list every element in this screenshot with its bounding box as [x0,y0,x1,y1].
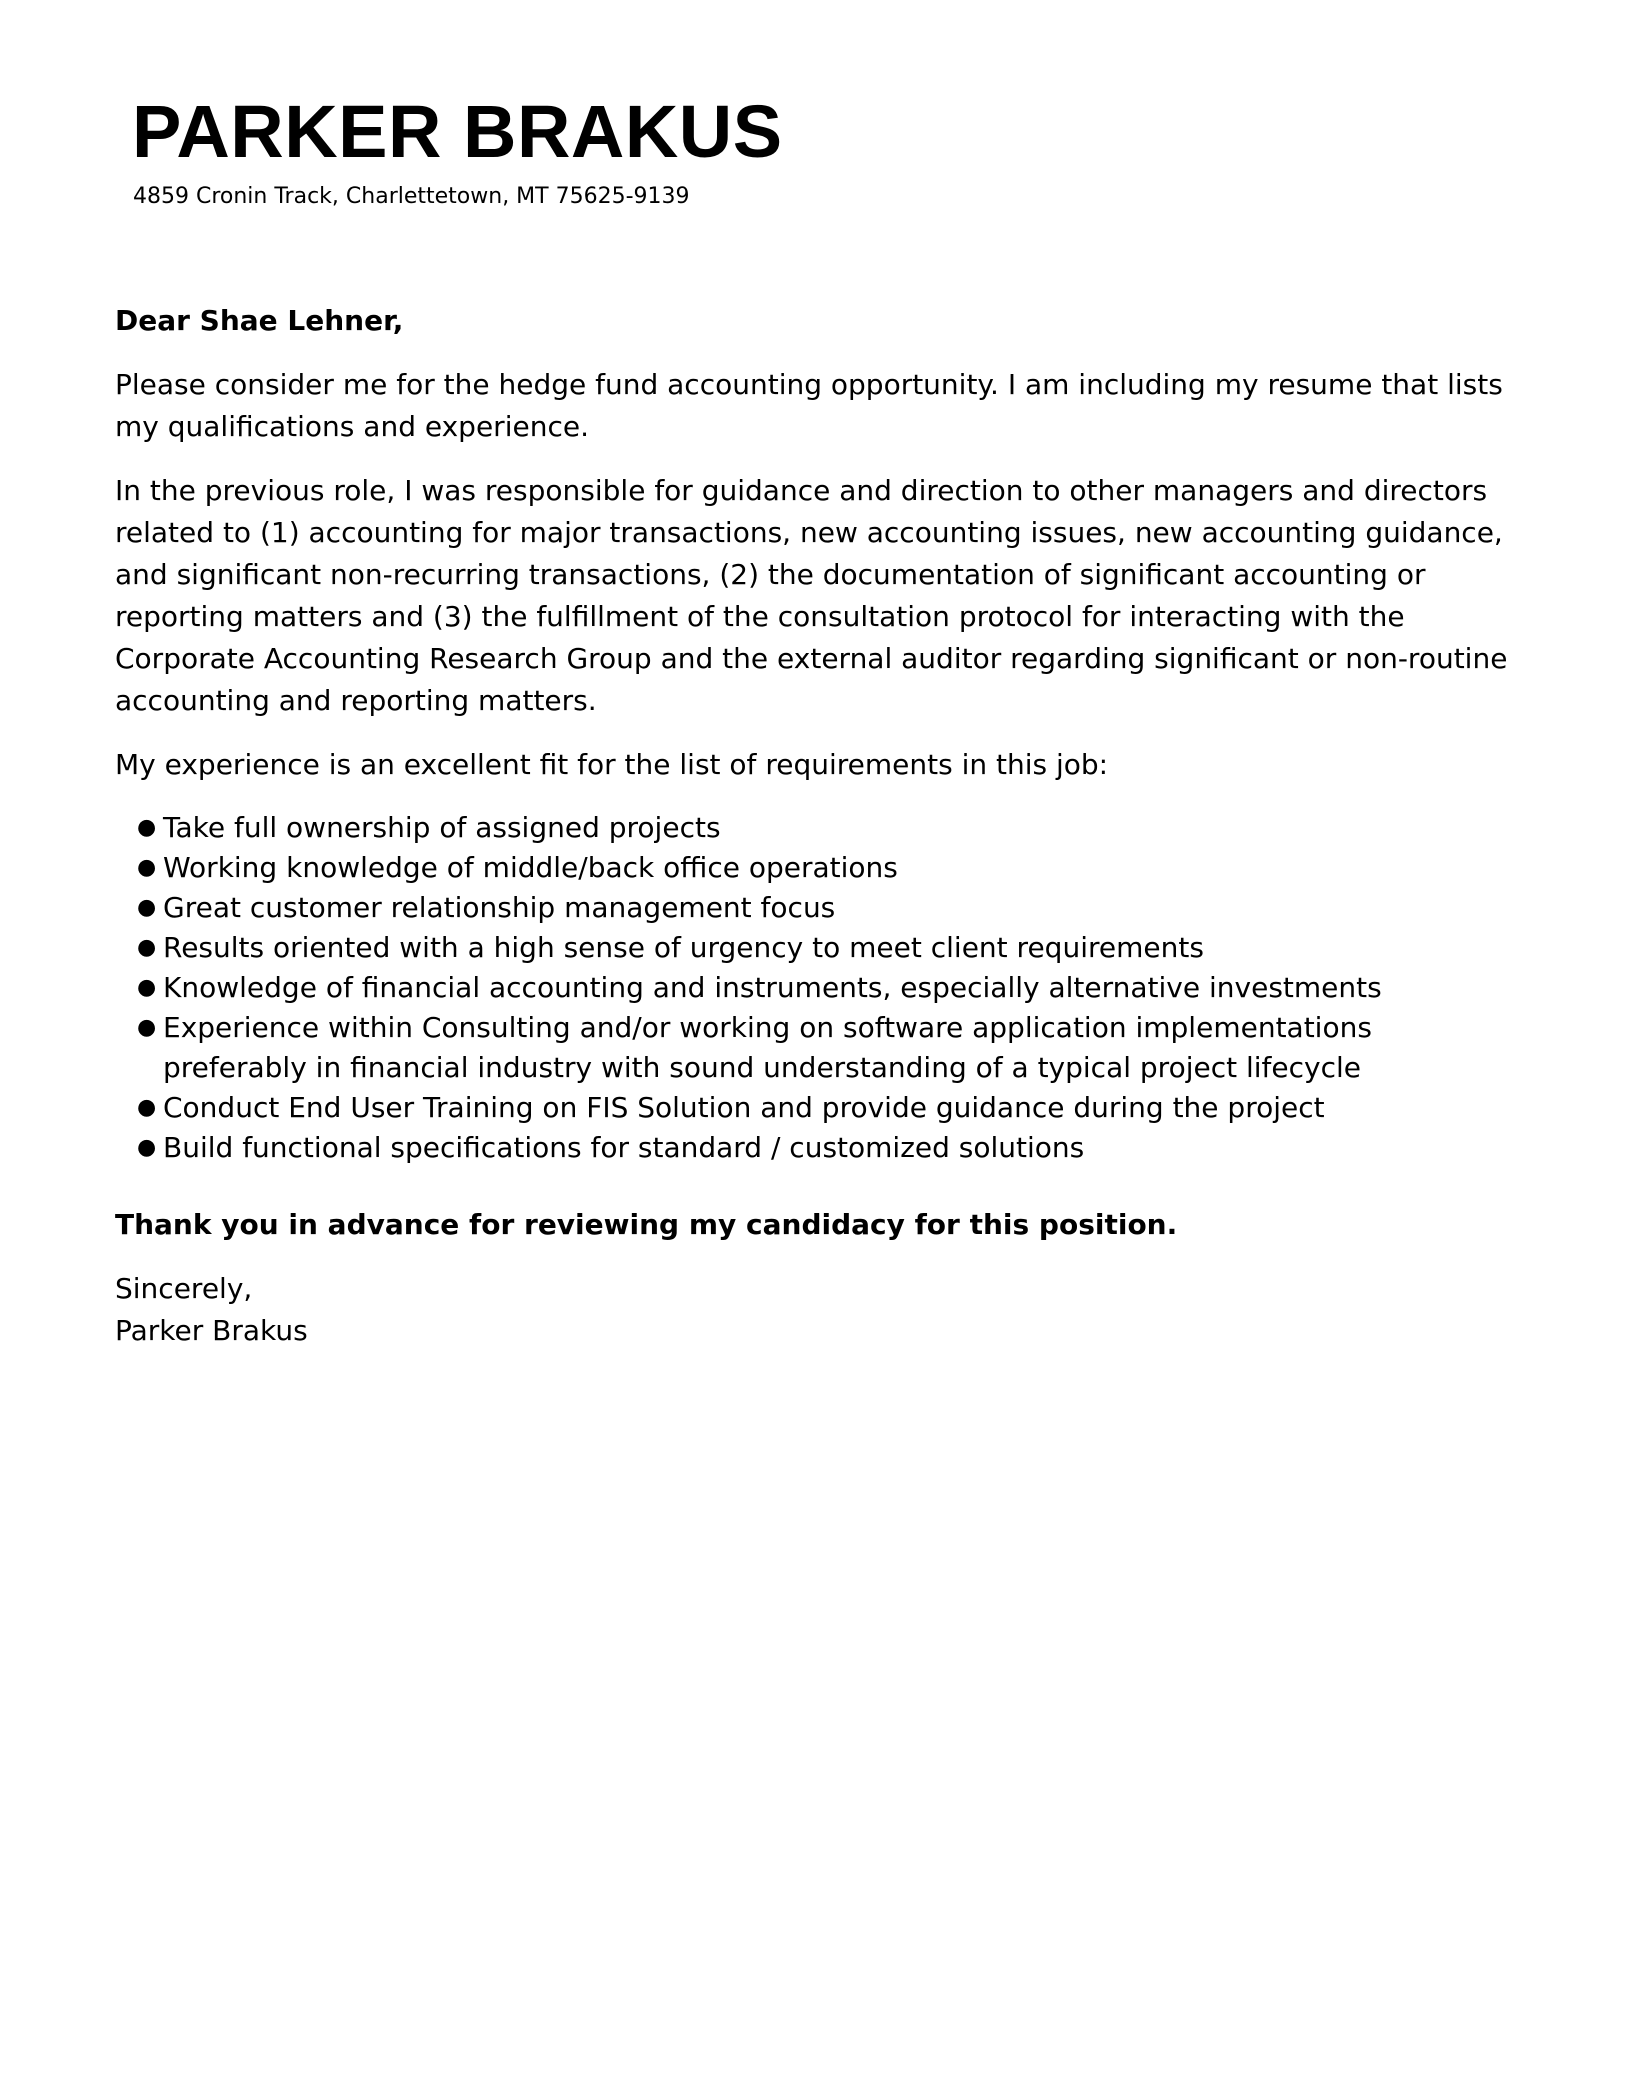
closing-statement: Thank you in advance for reviewing my candidacy for this position. [115,1208,1178,1241]
bullet-icon: ● [137,1015,157,1040]
signoff: Sincerely, [115,1272,253,1305]
list-item [137,1128,1515,1168]
list-item-text: Working knowledge of middle/back office operations [163,851,898,884]
bullet-icon: ● [137,975,157,1000]
signature: Parker Brakus [115,1314,308,1347]
list-item-text: Great customer relationship management focus [163,891,836,924]
bullet-icon: ● [137,1135,157,1160]
requirements-list [115,808,1515,1168]
paragraph-experience: In the previous role, I was responsible for guidance and direction to other managers and directors related to (1) accounting for major transactions, new accounting issues, new accounting guidance, and significant non-recurring transactions, (2) the documentation of significant accounting or reporting matters and (3) the fulfillment of the consultation protocol for interacting with the Corporate Accounting Research Group and the external auditor regarding significant or non-routine accounting and reporting matters. [115,474,1508,717]
letter-body [115,300,1515,1352]
applicant-address: 4859 Cronin Track, Charlettetown, MT 75625-9139 [133,184,690,209]
applicant-name: PARKER BRAKUS [132,90,783,173]
list-item-text: Build functional specifications for standard / customized solutions [163,1131,1085,1164]
list-item-text: Knowledge of financial accounting and instruments, especially alternative investments [163,971,1382,1004]
greeting: Dear Shae Lehner, [115,304,404,337]
list-item [137,848,1515,888]
bullet-icon: ● [137,855,157,880]
bullet-icon: ● [137,815,157,840]
list-item [137,968,1515,1008]
bullet-icon: ● [137,895,157,920]
list-item [137,888,1515,928]
list-item [137,1088,1515,1128]
list-item-text: Experience within Consulting and/or working on software application implementations preferably in financial industry with sound understanding of a typical project lifecycle [163,1011,1372,1084]
list-item [137,808,1515,848]
paragraph-intro: Please consider me for the hedge fund accounting opportunity. I am including my resume that lists my qualifications and experience. [115,368,1503,443]
list-item-text: Results oriented with a high sense of urgency to meet client requirements [163,931,1204,964]
list-item-text: Take full ownership of assigned projects [163,811,721,844]
list-item-text: Conduct End User Training on FIS Solution and provide guidance during the project [163,1091,1325,1124]
requirements-intro: My experience is an excellent fit for the list of requirements in this job: [115,748,1109,781]
list-item [137,1008,1515,1088]
bullet-icon: ● [137,1095,157,1120]
bullet-icon: ● [137,935,157,960]
list-item [137,928,1515,968]
